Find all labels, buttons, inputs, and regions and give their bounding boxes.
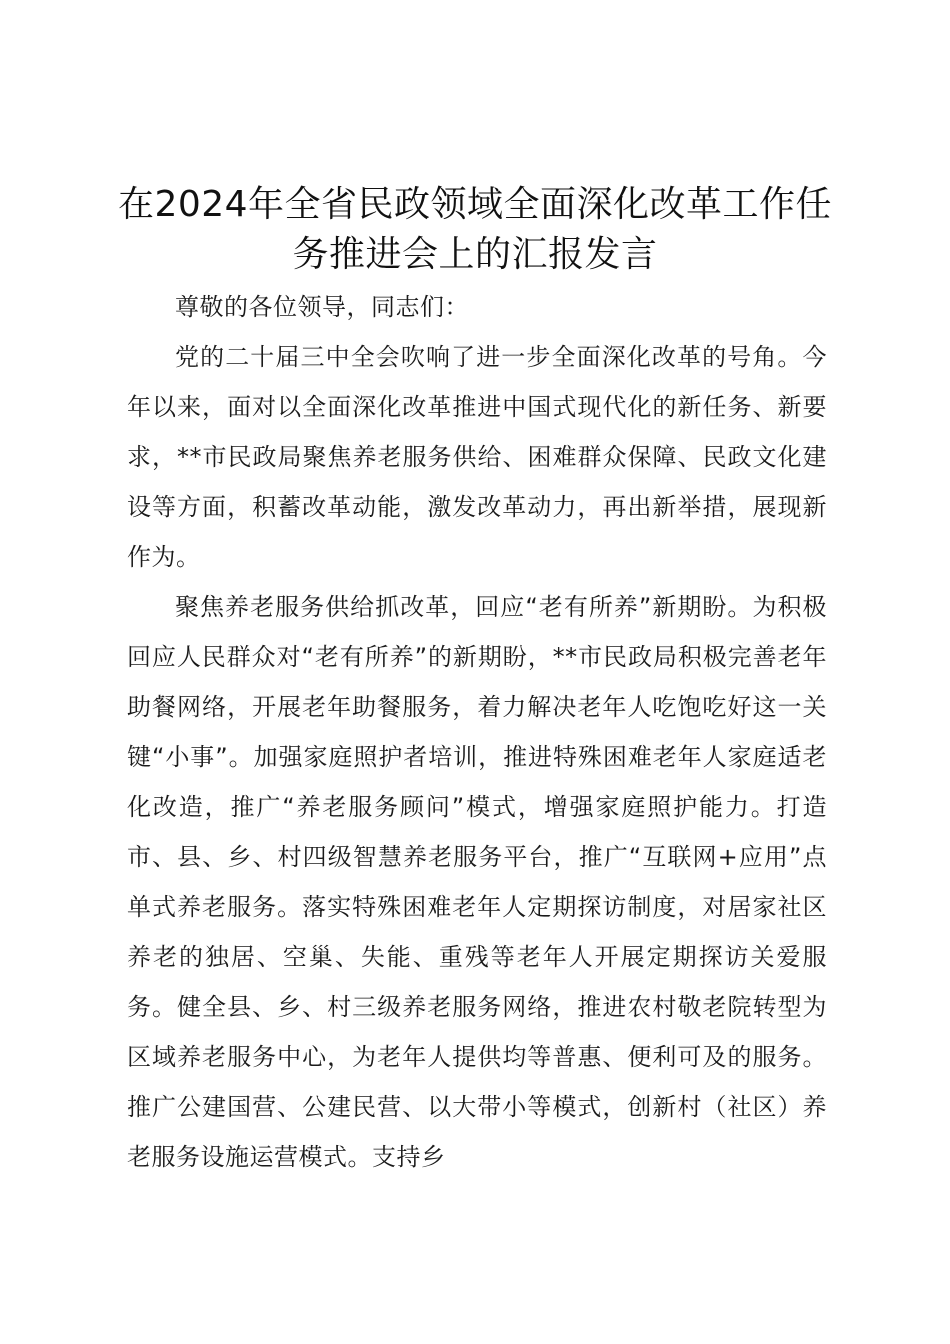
salutation: 尊敬的各位领导，同志们： [175, 293, 469, 321]
document-body [127, 282, 827, 1182]
paragraph-elderly-care: 聚焦养老服务供给抓改革，回应“老有所养”新期盼。为积极回应人民群众对“老有所养”的新期盼，**市民政局积极完善老年助餐网络，开展老年助餐服务，着力解决老年人吃饱吃好这一关键“小事”。加强家庭照护者培训，推进特殊困难老年人家庭适老化改造，推广“养老服务顾问”模式，增强家庭照护能力。打造市、县、乡、村四级智慧养老服务平台，推广“互联网+应用”点单式养老服务。落实特殊困难老年人定期探访制度，对居家社区养老的独居、空巢、失能、重残等老年人开展定期探访关爱服务。健全县、乡、村三级养老服务网络，推进农村敬老院转型为区域养老服务中心，为老年人提供均等普惠、便利可及的服务。推广公建国营、公建民营、以大带小等模式，创新村（社区）养老服务设施运营模式。支持乡 [127, 593, 827, 1171]
document-title: 在2024年全省民政领域全面深化改革工作任务推进会上的汇报发言 [117, 184, 833, 275]
paragraph-intro: 党的二十届三中全会吹响了进一步全面深化改革的号角。今年以来，面对以全面深化改革推进中国式现代化的新任务、新要求，**市民政局聚焦养老服务供给、困难群众保障、民政文化建设等方面，积蓄改革动能，激发改革动力，再出新举措，展现新作为。 [127, 343, 827, 571]
